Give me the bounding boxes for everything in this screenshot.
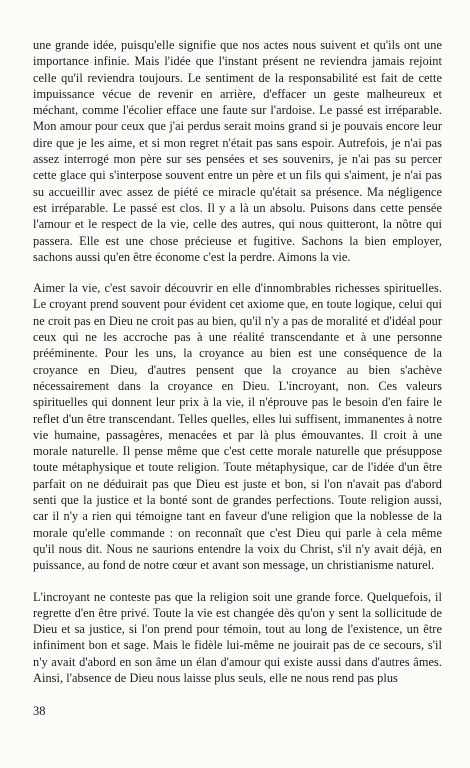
page-number: 38 bbox=[33, 704, 46, 718]
paragraph-1: une grande idée, puisqu'elle signifie que nos actes nous suivent et qu'ils ont une importance infinie. Mais l'idée que l'instant présent ne reviendra jamais rejoint celle qu'il reviendra toujours. Le sentiment de la responsabilité est fait de cette impuissance vécue de revenir en arrière, d'effacer un geste malheureux et méchant, comme l'écolier efface une faute sur l'ardoise. Le passé est irréparable. Mon amour pour ceux que j'ai perdus serait moins grand si je pouvais encore leur dire que je les aime, et si mon regret n'était pas sans espoir. Autrefois, je n'ai pas assez interrogé mon père sur ses pensées et ses souvenirs, je n'ai pas su percer cette glace qui s'interpose souvent entre un père et un fils qui s'aiment, je n'ai pas su accueillir avec assez de piété ce miracle qu'était sa présence. Ma négligence est irréparable. Le passé est clos. Il y a là un absolu. Puisons dans cette pensée l'amour et le respect de la vie, celle des autres, qui nous quitteront, la nôtre qui passera. Elle est une chose précieuse et fugitive. Sachons la bien employer, sachons aussi qu'en être économe c'est la perdre. Aimons la vie. bbox=[33, 38, 442, 264]
paragraph-3: L'incroyant ne conteste pas que la religion soit une grande force. Quelquefois, il regrette d'en être privé. Toute la vie est changée dès qu'on y sent la sollicitude de Dieu et sa justice, si l'on prend pour témoin, tout au long de l'existence, un être infiniment bon et sage. Mais le fidèle lui-même ne jouirait pas de ce secours, s'il n'y avait d'abord en son âme un élan d'amour qui existe aussi dans d'autres âmes. Ainsi, l'absence de Dieu nous laisse plus seuls, elle ne nous rend pas plus bbox=[33, 589, 442, 685]
paragraph-2: Aimer la vie, c'est savoir découvrir en elle d'innombrables richesses spirituelles. Le croyant prend souvent pour évident cet axiome que, en toute logique, celui qui ne croit pas en Dieu ne croit pas au bien, qu'il n'y a pas de moralité et d'idéal pour ceux qui ne les accroche pas à une réalité transcendante et à une personne prééminente. Pour les uns, la croyance au bien est une conséquence de la croyance en Dieu, d'autres pensent que la croyance au bien s'achève nécessairement dans la croyance en Dieu. L'incroyant, non. Ces valeurs spirituelles qui donnent leur prix à la vie, il n'éprouve pas le besoin d'en faire le reflet d'un être transcendant. Telles quelles, elles lui suffisent, immanentes à notre vie humaine, passagères, menacées et par là plus émouvantes. Il croit à une morale naturelle. Il pense même que c'est cette morale naturelle que présuppose toute métaphysique et toute religion. Toute métaphysique, car de l'idée d'un être parfait on ne déduirait pas que Dieu est juste et bon, si l'on n'avait pas d'abord senti que la justice et la bonté sont de grandes perfections. Toute religion aussi, car il n'y a rien qui témoigne tant en faveur d'une religion que la noblesse de la morale qu'elle commande : on reconnaît que c'est Dieu qui parle à cela même qu'il nous dit. Nous ne saurions entendre la voix du Christ, s'il n'y avait déjà, en puissance, au fond de notre cœur et avant son message, un christianisme naturel. bbox=[33, 281, 442, 573]
